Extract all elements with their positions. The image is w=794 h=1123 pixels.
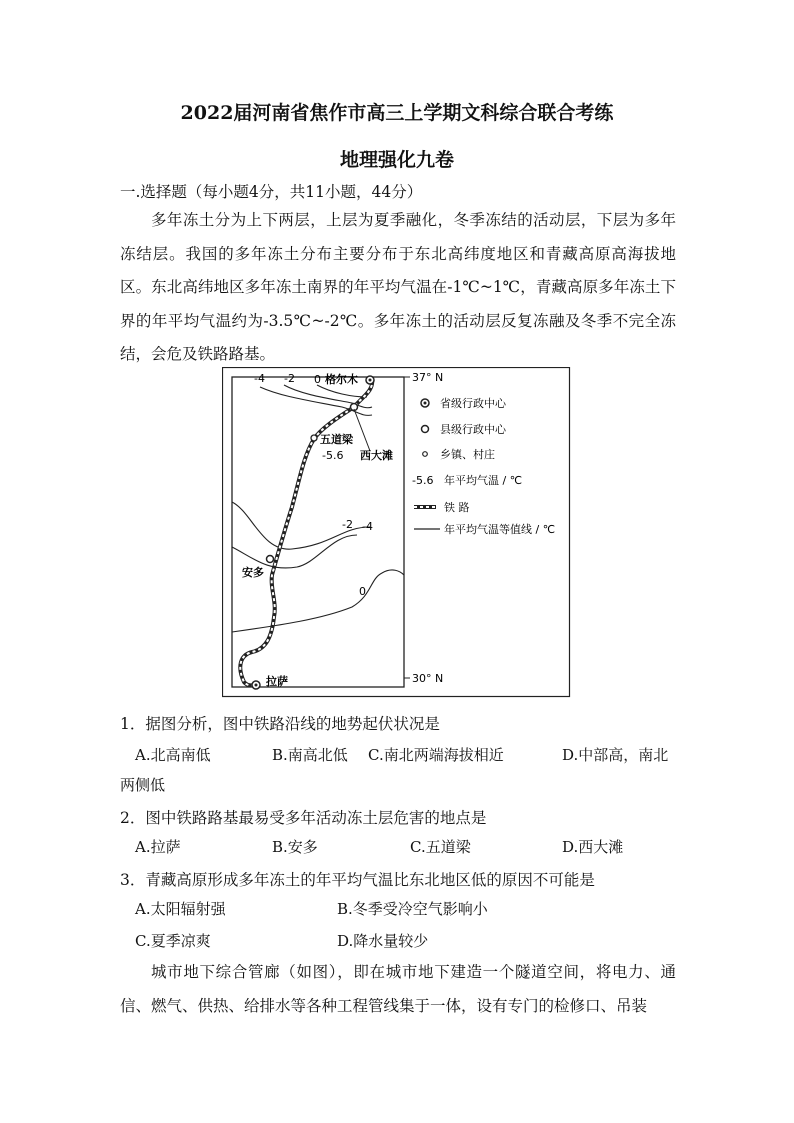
isotherm-label-low-0: 0 [359,585,366,598]
temp-value-label: -5.6 [322,449,344,462]
legend-temp-value: -5.6 [412,474,434,487]
anduo-label: 安多 [242,566,264,579]
q1-option-a[interactable]: A.北高南低 [135,746,211,764]
qinghai-tibet-railway-map [222,367,572,699]
wudaoliang-label: 五道梁 [320,433,353,446]
isotherm-label-mid-m2: -2 [342,518,353,531]
wudaoliang-marker [311,435,317,441]
isotherm-label-top-m2: -2 [284,372,295,385]
golmud-label: 格尔木 [325,373,358,386]
page-subtitle: 地理强化九卷 [339,149,454,171]
passage-permafrost: 多年冻土分为上下两层，上层为夏季融化，冬季冻结的活动层，下层为多年冻结层。我国的多年冻土分布主要分布于东北高纬度地区和青藏高原高海拔地区。东北高纬地区多年冻土南界的年平均气温在-1℃~1℃，青藏高原多年冻土下界的年平均气温约为-3.5℃~-2℃。多年冻土的活动层反复冻融及冬季不完全冻结，会危及铁路路基。 [120,211,676,363]
legend-railway: 铁 路 [444,501,470,514]
lat-bottom-label: 30° N [412,672,444,685]
q2-option-d[interactable]: D.西大滩 [562,838,624,856]
legend-temp-label: 年平均气温 / ℃ [444,474,523,487]
q3-option-a[interactable]: A.太阳辐射强 [135,900,226,918]
q2-option-b[interactable]: B.安多 [272,838,318,856]
legend-county: 县级行政中心 [440,423,506,436]
q2-option-a[interactable]: A.拉萨 [135,838,181,856]
q1-option-d-continued: 两侧低 [120,776,166,794]
q2-stem: 2．图中铁路路基最易受多年活动冻土层危害的地点是 [120,809,487,827]
anduo-marker [267,556,274,563]
xidatan-label: 西大滩 [360,449,393,462]
q1-option-c[interactable]: C.南北两端海拔相近 [368,746,504,764]
legend-isotherm: 年平均气温等值线 / ℃ [444,523,556,536]
q3-option-b[interactable]: B.冬季受冷空气影响小 [337,900,488,918]
section-heading: 一.选择题（每小题4分，共11小题，44分） [120,183,423,201]
legend-provincial: 省级行政中心 [440,397,506,410]
passage-utility-tunnel: 城市地下综合管廊（如图），即在城市地下建造一个隧道空间，将电力、通信、燃气、供热、给排水等各种工程管线集于一体，设有专门的检修口、吊装 [120,963,676,1015]
lhasa-label: 拉萨 [266,675,288,688]
q3-stem: 3．青藏高原形成多年冻土的年平均气温比东北地区低的原因不可能是 [120,871,595,889]
isotherm-label-top-0: 0 [314,373,321,386]
q1-option-b[interactable]: B.南高北低 [272,746,348,764]
legend-town: 乡镇、村庄 [440,448,495,461]
isotherm-label-mid-m4: -4 [362,520,373,533]
q1-stem: 1．据图分析，图中铁路沿线的地势起伏状况是 [120,715,440,733]
q1-option-d[interactable]: D.中部高，南北 [562,746,669,764]
lat-top-label: 37° N [412,371,444,384]
q3-option-d[interactable]: D.降水量较少 [337,932,429,950]
q3-option-c[interactable]: C.夏季凉爽 [135,932,211,950]
page-title: 2022届河南省焦作市高三上学期文科综合联合考练 [180,102,614,124]
q2-option-c[interactable]: C.五道梁 [410,838,471,856]
isotherm-label-top-m4: -4 [254,372,265,385]
